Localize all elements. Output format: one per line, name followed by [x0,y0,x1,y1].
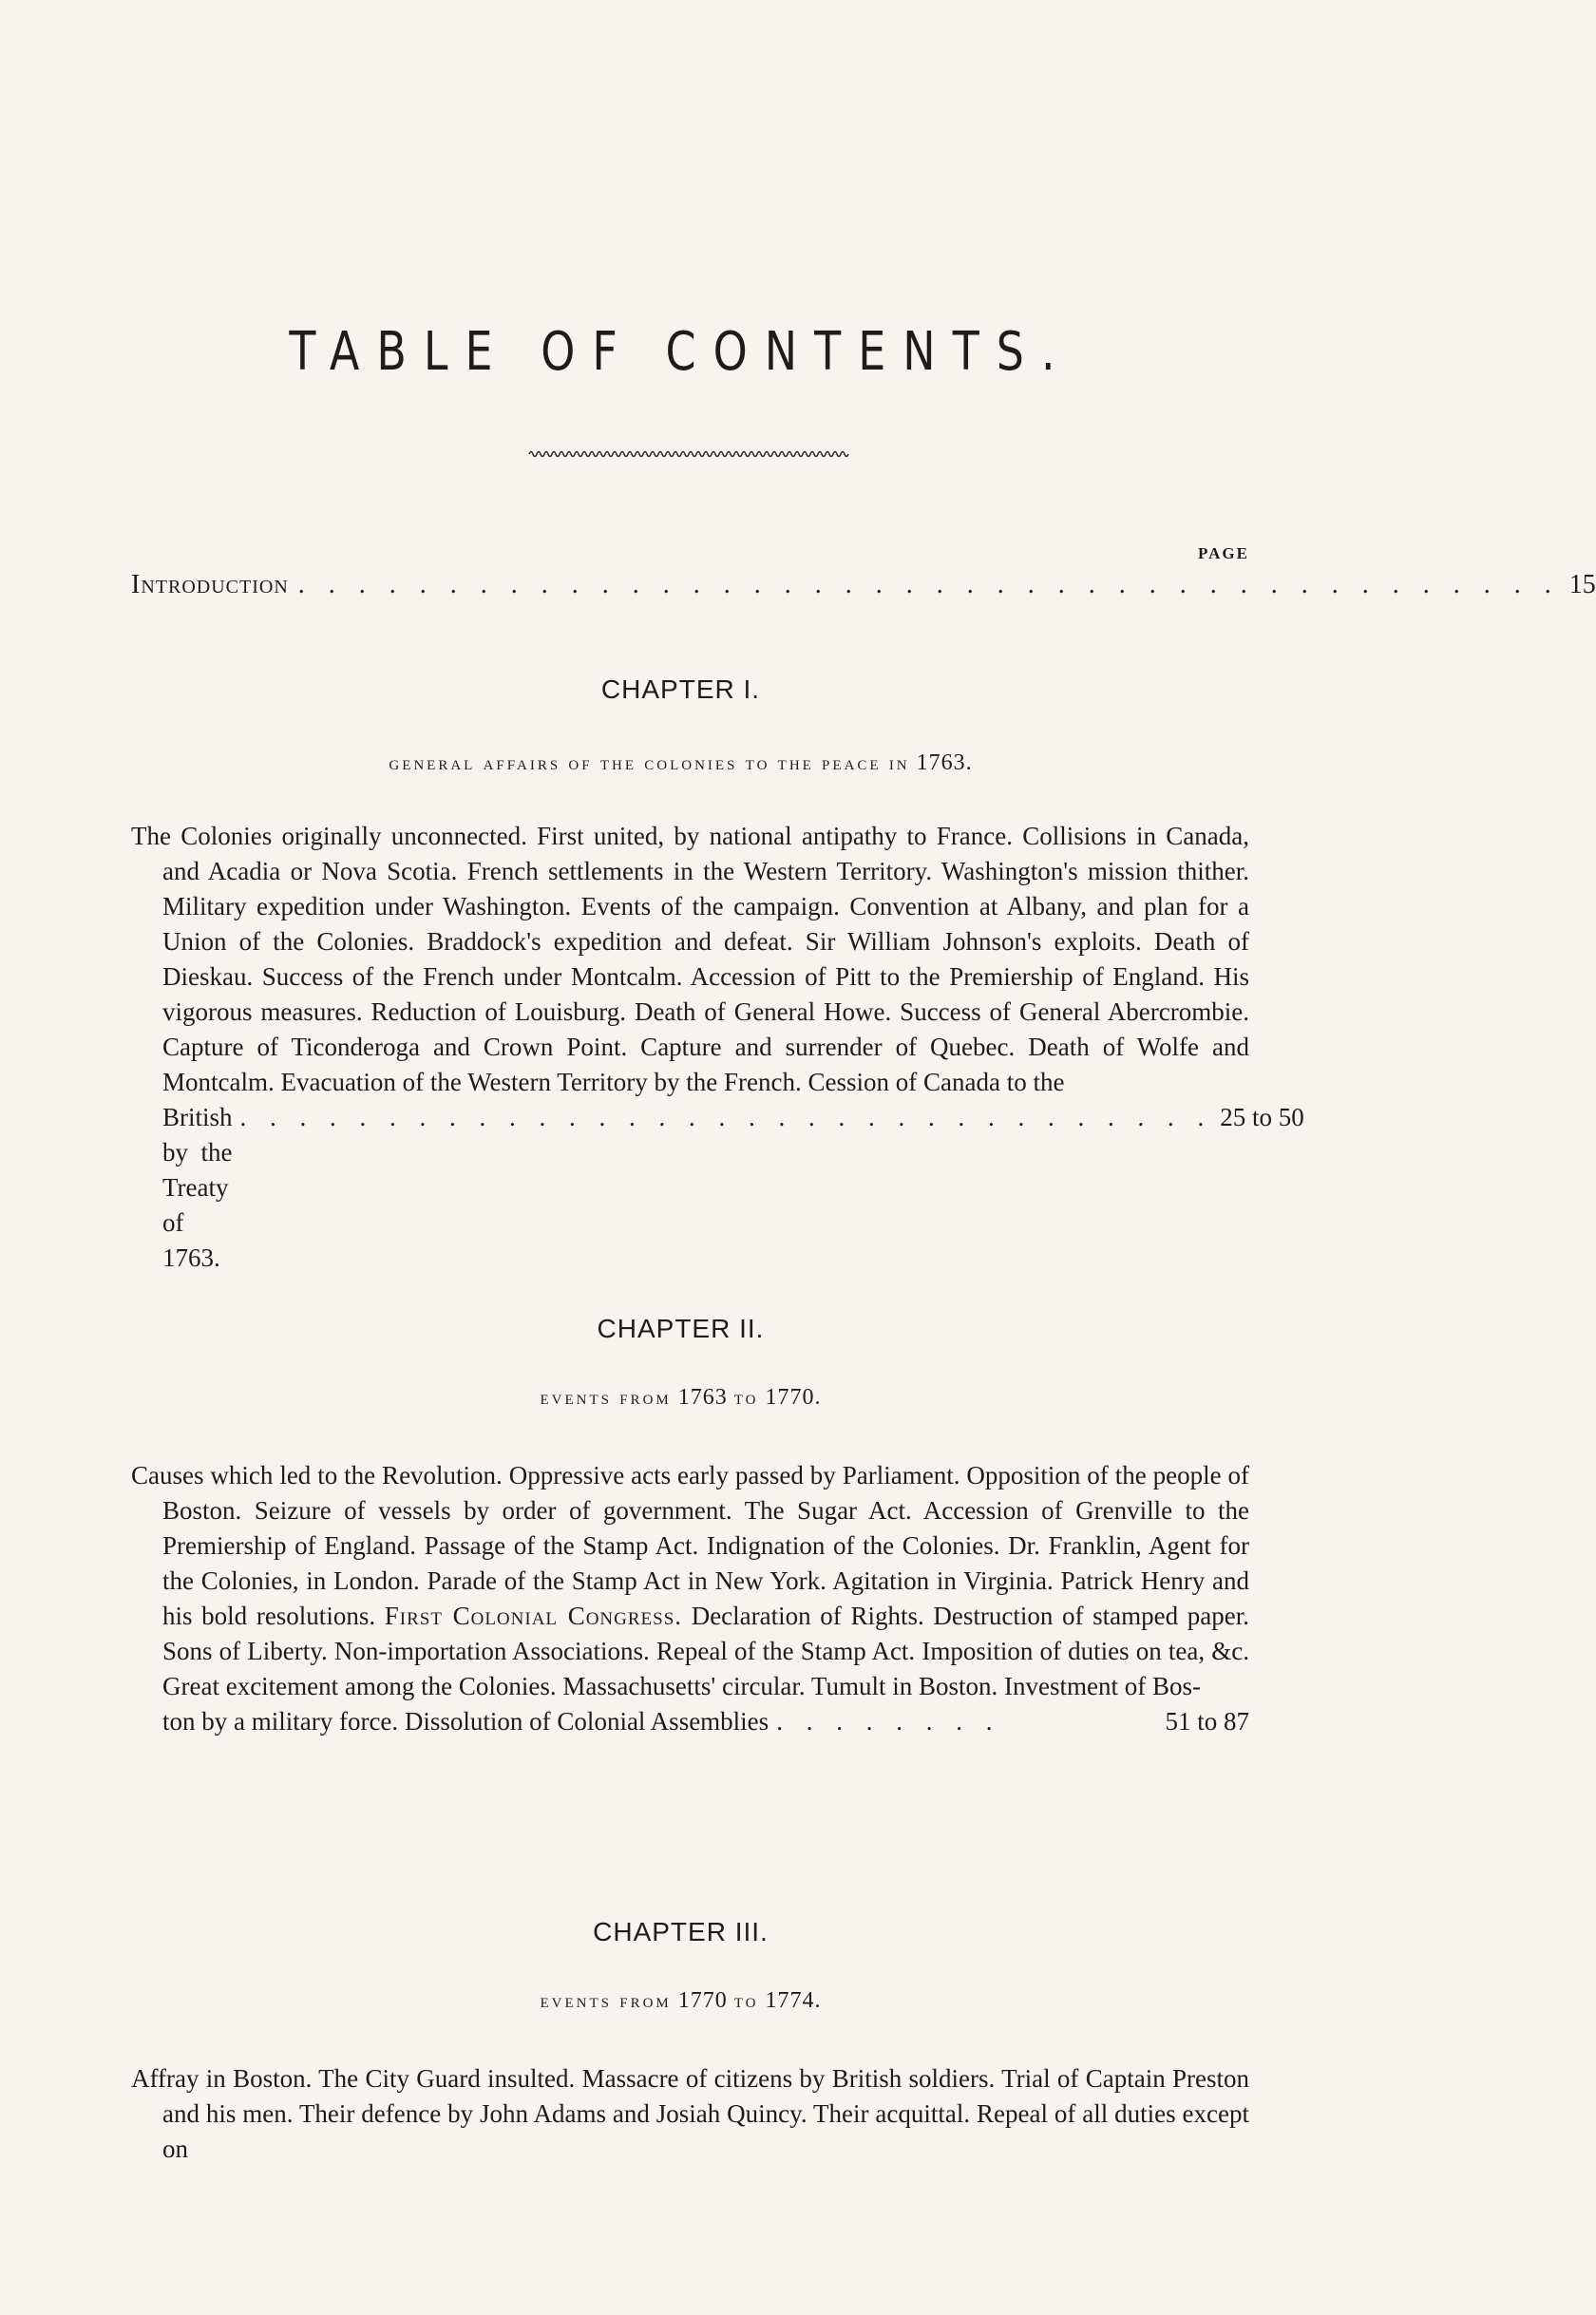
chapter-1-summary [131,819,1304,1276]
chapter-3-subtitle [0,1988,1361,2014]
chapter-2-summary-text-b: Declaration of Rights. Destruction of stamped paper. Sons of Liberty. Non-importation Associations. Repeal of the Stamp Act. Imposition of duties on tea, &c. Great excitement among the Colonies. Massachusetts' circular. Tumult in Boston. Investment of Bos- [162,1602,1250,1700]
chapter-2-summary-text-a: Causes which led to the Revolution. Oppressive acts early passed by Parliament. Opposition of the people of Boston. Seizure of vessels by order of government. The Sugar Act. Accession of Grenville to the Premiership of England. Passage of the Stamp Act. Indignation of the Colonies. Dr. Franklin, Agent for the Colonies, in London. Parade of the Stamp Act in New York. Agitation in Virginia. Patrick Henry and his bold resolutions. [131,1461,1249,1630]
chapter-2-congress-smallcaps: First Colonial Congress. [384,1602,683,1630]
chapter-1-summary-text: The Colonies originally unconnected. First united, by national antipathy to France. Collisions in Canada, and Acadia or Nova Scotia. French settlements in the Western Territory. Washington's mission thither. Military expedition under Washington. Events of the campaign. Convention at Albany, and plan for a Union of the Colonies. Braddock's expedition and defeat. Sir William Johnson's exploits. Death of Dieskau. Success of the French under Montcalm. Accession of Pitt to the Premiership of England. His vigorous measures. Reduction of Louisburg. Death of General Howe. Success of General Abercrombie. Capture of Ticonderoga and Crown Point. Capture and surrender of Quebec. Death of Wolfe and Montcalm. Evacuation of the Western Territory by the French. Cession of Canada to the [131,822,1249,1096]
dot-leader: . . . . . . . . [776,1707,1001,1736]
chapter-1-last-line-text: British by the Treaty of 1763. [162,1103,233,1272]
chapter-2-subtitle-words: events from [540,1386,672,1409]
chapter-3-summary-text: Affray in Boston. The City Guard insulted. Massacre of citizens by British soldiers. Trial of Captain Preston and his men. Their defence by John Adams and Josiah Quincy. Their acquittal. Repeal of all duties except on [131,2064,1249,2163]
dot-leader: . . . . . . . . . . . . . . . . . . . . . . . . . . . . . . . . . . . . . . . . . . [297,570,1560,599]
chapter-2-subtitle-to: to [733,1386,759,1409]
chapter-3-subtitle-words: events from [540,1989,672,2012]
chapter-3-summary [131,2061,1249,2167]
chapter-2-last-line-text: ton by a military force. Dissolution of Colonial Assemblies [162,1707,770,1736]
chapter-3-subtitle-year2: 1774. [765,1988,822,2013]
page-column-label: PAGE [1198,544,1249,562]
chapter-2-pages: 51 to 87 [1165,1707,1249,1736]
dot-leader: . . . . . . . . . . . . . . . . . . . . . . . . . . . . . . . . . [239,1103,1213,1131]
introduction-label: Introduction [131,570,289,599]
chapter-3-subtitle-year: 1770 [677,1988,728,2013]
chapter-1-subtitle-year: 1763. [916,750,973,775]
chapter-2-summary [131,1458,1249,1739]
chapter-1-pages: 25 to 50 [1220,1103,1304,1131]
chapter-2-last-line [131,1704,1249,1739]
chapter-2-heading: CHAPTER II. [597,1314,765,1343]
chapter-1-subtitle-words: general affairs of the colonies to the peace in [389,751,910,774]
introduction-entry [131,570,1596,600]
chapter-1-heading: CHAPTER I. [600,674,761,704]
chapter-1-subtitle [0,750,1361,776]
chapter-3-heading: CHAPTER III. [593,1917,769,1946]
introduction-page: 15 [1568,570,1596,599]
chapter-2-subtitle-year: 1763 [677,1385,728,1410]
chapter-3-subtitle-to: to [733,1989,759,2012]
chapter-2-subtitle [0,1385,1361,1411]
chapter-1-last-line [131,1100,1304,1276]
wavy-ornament-divider [527,446,850,462]
page-title: TABLE OF CONTENTS. [289,320,1073,383]
chapter-2-subtitle-year2: 1770. [765,1385,822,1410]
